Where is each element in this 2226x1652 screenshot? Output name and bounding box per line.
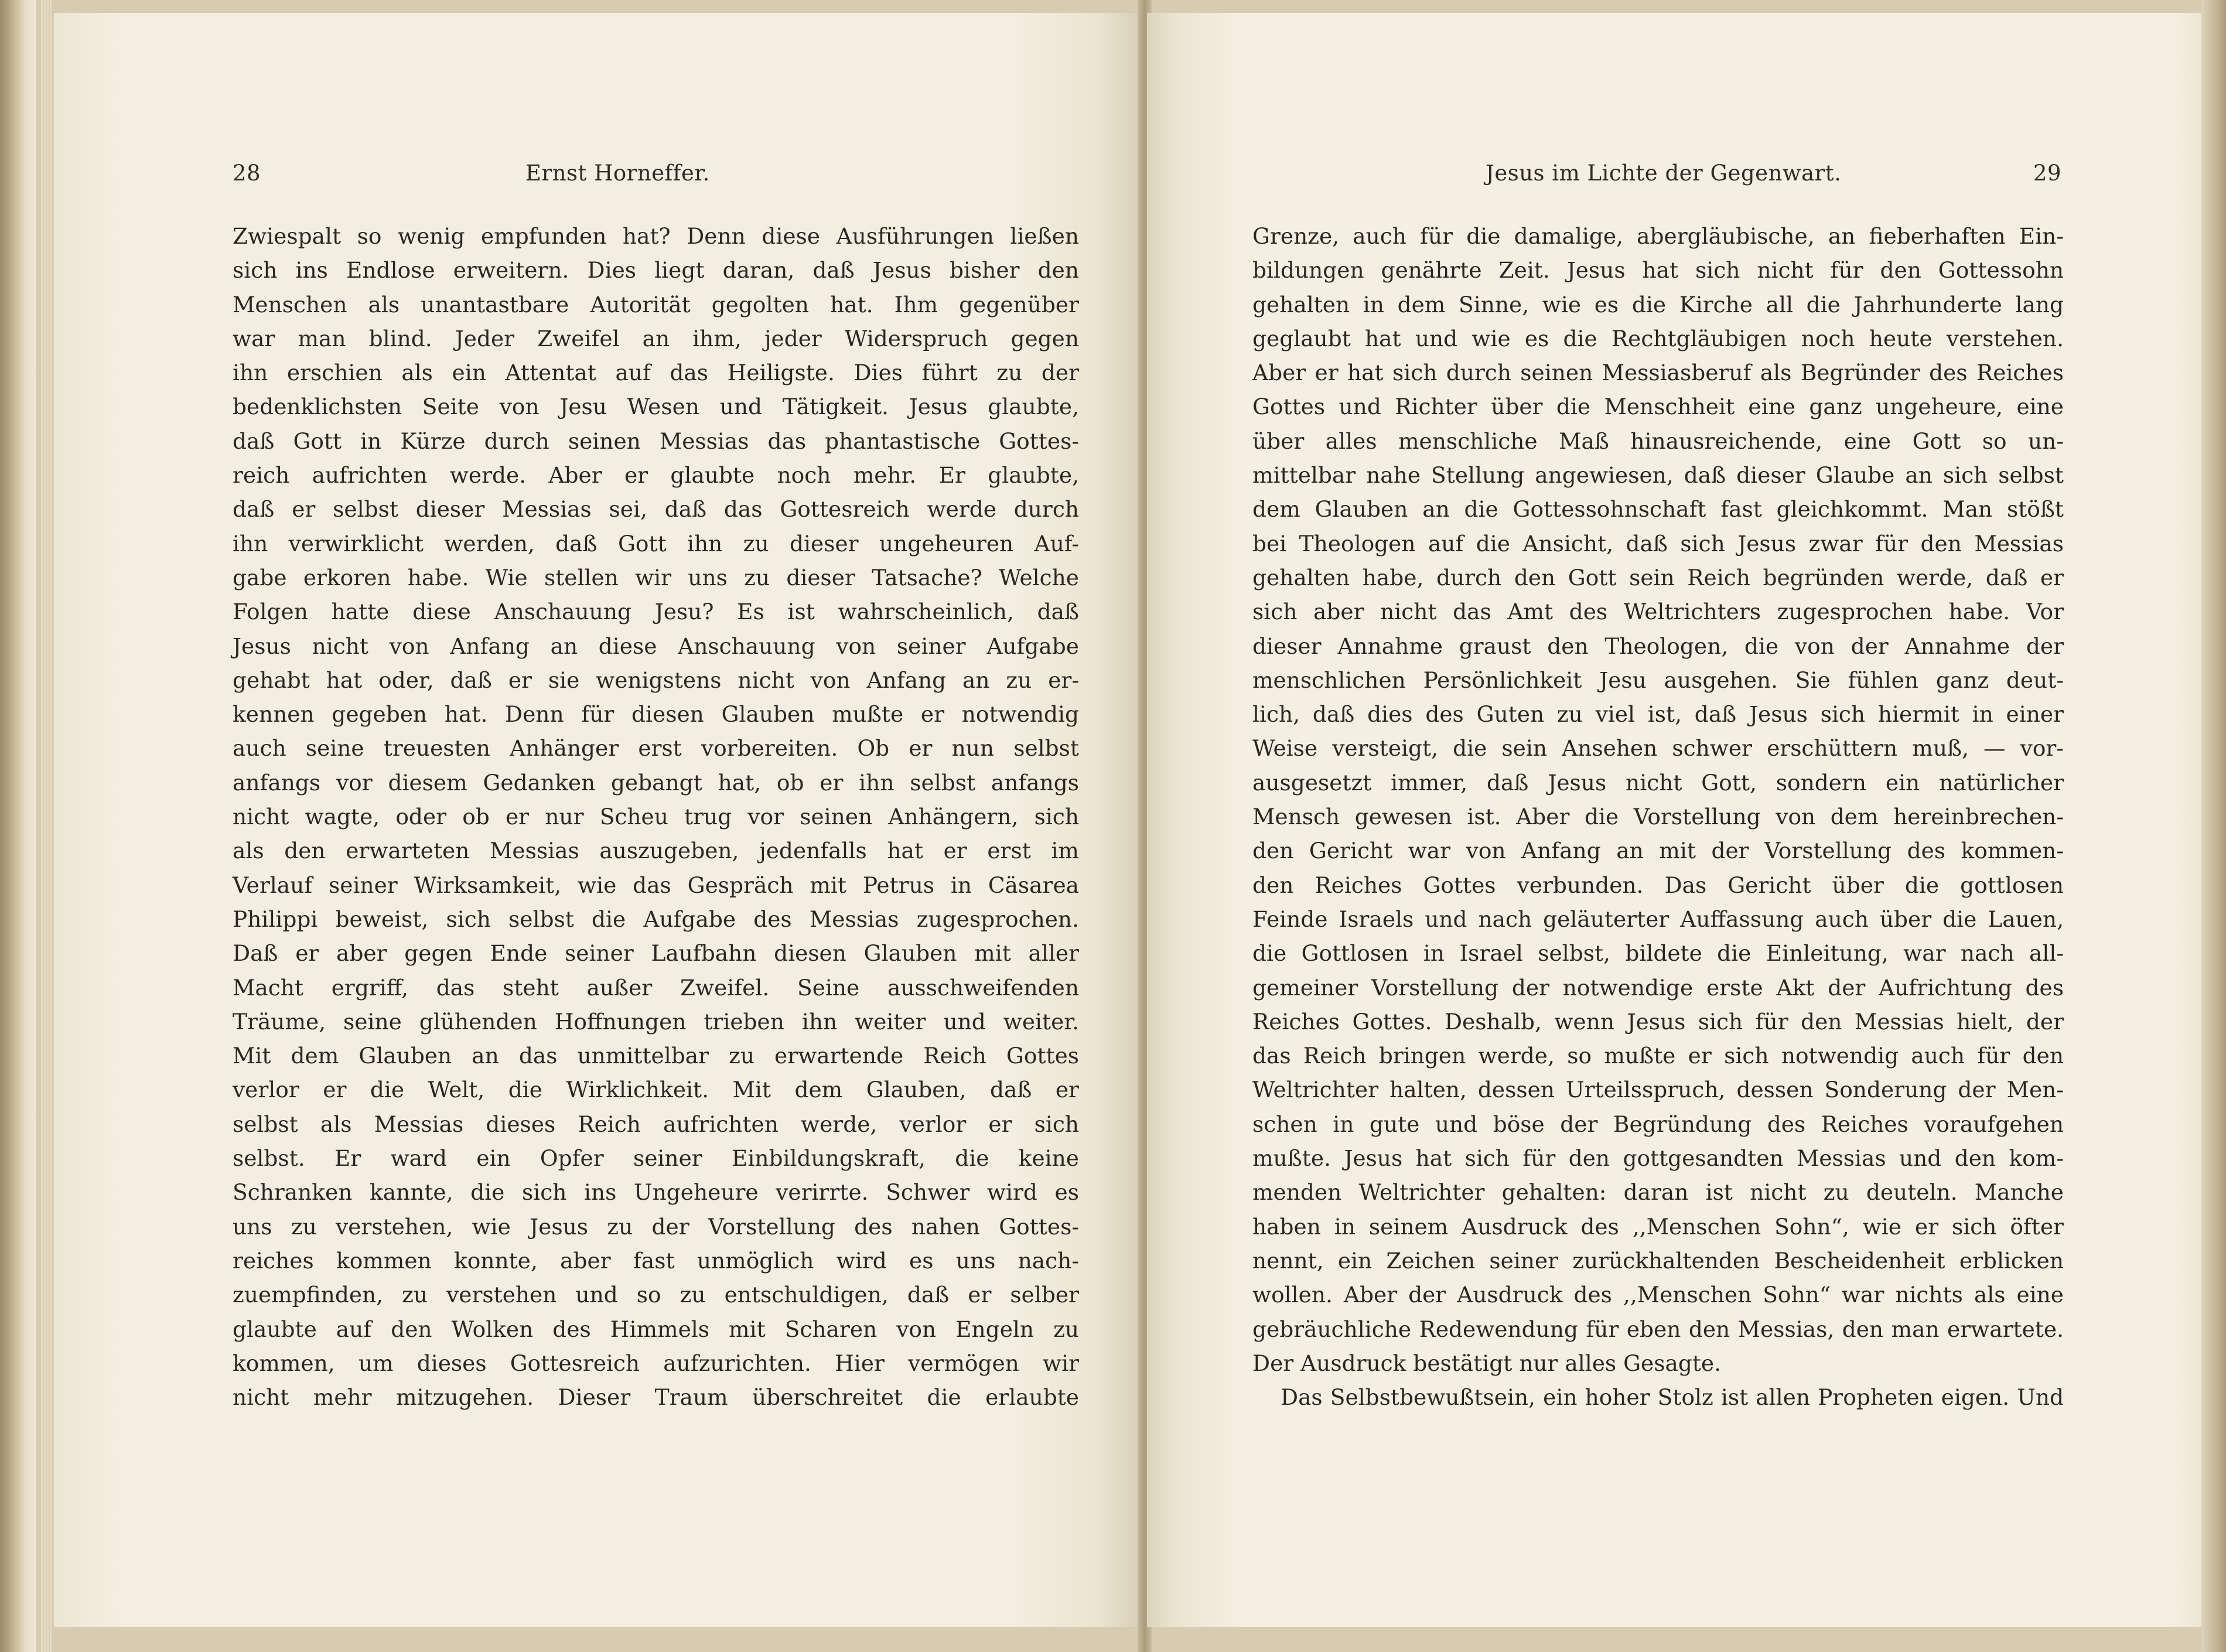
text-line: gehalten habe, durch den Gott sein Reich begründen werde, daß er — [1252, 564, 2064, 591]
text-line: Feinde Israels und nach geläuterter Auffassung auch über die Lauen, — [1252, 906, 2064, 932]
text-line: Reiches Gottes. Deshalb, wenn Jesus sich für den Messias hielt, der — [1252, 1008, 2064, 1035]
text-line: den Gericht war von Anfang an mit der Vorstellung des kommen- — [1252, 838, 2064, 864]
text-line: menschlichen Persönlichkeit Jesu ausgehen. Sie fühlen ganz deut- — [1252, 667, 2064, 693]
text-line: Menschen als unantastbare Autorität gegolten hat. Ihm gegenüber — [233, 291, 1079, 318]
text-line: geglaubt hat und wie es die Rechtgläubigen noch heute verstehen. — [1252, 325, 2064, 351]
text-line: Das Selbstbewußtsein, ein hoher Stolz ist allen Propheten eigen. Und — [1281, 1384, 2064, 1411]
text-line: bei Theologen auf die Ansicht, daß sich Jesus zwar für den Messias — [1252, 530, 2064, 557]
text-line: Der Ausdruck bestätigt nur alles Gesagte. — [1252, 1350, 1722, 1376]
text-line: lich, daß dies des Guten zu viel ist, daß Jesus sich hiermit in einer — [1252, 701, 2064, 728]
text-line: Jesus nicht von Anfang an diese Anschauung von seiner Aufgabe — [233, 633, 1079, 659]
text-line: Weise versteigt, die sein Ansehen schwer erschüttern muß, — vor- — [1252, 735, 2064, 762]
text-line: verlor er die Welt, die Wirklichkeit. Mit dem Glauben, daß er — [233, 1077, 1079, 1103]
text-line: das Reich bringen werde, so mußte er sich notwendig auch für den — [1252, 1043, 2064, 1069]
page-number-right: 29 — [2033, 161, 2062, 186]
text-line: selbst. Er ward ein Opfer seiner Einbildungskraft, die keine — [233, 1145, 1079, 1172]
text-line: Mit dem Glauben an das unmittelbar zu erwartende Reich Gottes — [233, 1043, 1079, 1069]
text-line: als den erwarteten Messias auszugeben, jedenfalls hat er erst im — [233, 838, 1079, 864]
text-line: wollen. Aber der Ausdruck des ,,Menschen Sohn“ war nichts als eine — [1252, 1282, 2064, 1308]
text-line: kommen, um dieses Gottesreich aufzurichten. Hier vermögen wir — [233, 1350, 1079, 1376]
text-line: die Gottlosen in Israel selbst, bildete die Einleitung, war nach all- — [1252, 940, 2064, 967]
text-line: Gottes und Richter über die Menschheit eine ganz ungeheure, eine — [1252, 394, 2064, 420]
left-page — [54, 13, 1141, 1627]
text-line: Macht ergriff, das steht außer Zweifel. Seine ausschweifenden — [233, 974, 1079, 1001]
text-line: gebräuchliche Redewendung für eben den Messias, den man erwartete. — [1252, 1316, 2064, 1342]
text-line: gehalten in dem Sinne, wie es die Kirche all die Jahrhunderte lang — [1252, 291, 2064, 318]
text-line: Philippi beweist, sich selbst die Aufgabe des Messias zugesprochen. — [233, 906, 1079, 932]
text-line: schen in gute und böse der Begründung des Reiches voraufgehen — [1252, 1111, 2064, 1137]
text-line: Träume, seine glühenden Hoffnungen trieben ihn weiter und weiter. — [233, 1008, 1079, 1035]
text-line: Verlauf seiner Wirksamkeit, wie das Gespräch mit Petrus in Cäsarea — [233, 872, 1079, 898]
left-page-body — [233, 219, 1079, 1414]
text-line: nicht mehr mitzugehen. Dieser Traum überschreitet die erlaubte — [233, 1384, 1079, 1411]
running-head-left: Ernst Horneffer. — [525, 161, 710, 186]
text-line: gehabt hat oder, daß er sie wenigstens nicht von Anfang an zu er- — [233, 667, 1079, 693]
text-line: dem Glauben an die Gottessohnschaft fast gleichkommt. Man stößt — [1252, 496, 2064, 523]
text-line: glaubte auf den Wolken des Himmels mit Scharen von Engeln zu — [233, 1316, 1079, 1342]
text-line: Mensch gewesen ist. Aber die Vorstellung von dem hereinbrechen- — [1252, 804, 2064, 830]
text-line: haben in seinem Ausdruck des ,,Menschen Sohn“, wie er sich öfter — [1252, 1213, 2064, 1240]
right-page — [1147, 13, 2201, 1627]
text-line: sich aber nicht das Amt des Weltrichters zugesprochen habe. Vor — [1252, 599, 2064, 625]
text-line: nicht wagte, oder ob er nur Scheu trug vor seinen Anhängern, sich — [233, 804, 1079, 830]
running-head-right: Jesus im Lichte der Gegenwart. — [1486, 161, 1842, 186]
text-line: Zwiespalt so wenig empfunden hat? Denn diese Ausführungen ließen — [233, 223, 1079, 249]
text-line: Aber er hat sich durch seinen Messiasberuf als Begründer des Reiches — [1252, 360, 2064, 386]
text-line: auch seine treuesten Anhänger erst vorbereiten. Ob er nun selbst — [233, 735, 1079, 762]
text-line: reich aufrichten werde. Aber er glaubte noch mehr. Er glaubte, — [233, 462, 1079, 489]
text-line: menden Weltrichter gehalten: daran ist nicht zu deuteln. Manche — [1252, 1179, 2064, 1206]
text-line: ihn erschien als ein Attentat auf das Heiligste. Dies führt zu der — [233, 360, 1079, 386]
text-line: Grenze, auch für die damalige, abergläubische, an fieberhaften Ein- — [1252, 223, 2064, 249]
text-line: war man blind. Jeder Zweifel an ihm, jeder Widerspruch gegen — [233, 325, 1079, 351]
book-cover-edge-right — [2201, 0, 2226, 1652]
text-line: bildungen genährte Zeit. Jesus hat sich nicht für den Gottessohn — [1252, 257, 2064, 284]
text-line: den Reiches Gottes verbunden. Das Gericht über die gottlosen — [1252, 872, 2064, 898]
text-line: ausgesetzt immer, daß Jesus nicht Gott, sondern ein natürlicher — [1252, 769, 2064, 796]
page-number-left: 28 — [233, 161, 261, 186]
text-line: daß Gott in Kürze durch seinen Messias das phantastische Gottes- — [233, 428, 1079, 454]
text-line: Folgen hatte diese Anschauung Jesu? Es ist wahrscheinlich, daß — [233, 599, 1079, 625]
text-line: reiches kommen konnte, aber fast unmöglich wird es uns nach- — [233, 1247, 1079, 1274]
text-line: nennt, ein Zeichen seiner zurückhaltenden Bescheidenheit erblicken — [1252, 1247, 2064, 1274]
text-line: zuempfinden, zu verstehen und so zu entschuldigen, daß er selber — [233, 1282, 1079, 1308]
text-line: uns zu verstehen, wie Jesus zu der Vorstellung des nahen Gottes- — [233, 1213, 1079, 1240]
text-line: ihn verwirklicht werden, daß Gott ihn zu dieser ungeheuren Auf- — [233, 530, 1079, 557]
text-line: anfangs vor diesem Gedanken gebangt hat, ob er ihn selbst anfangs — [233, 769, 1079, 796]
text-line: bedenklichsten Seite von Jesu Wesen und Tätigkeit. Jesus glaubte, — [233, 394, 1079, 420]
text-line: gemeiner Vorstellung der notwendige erste Akt der Aufrichtung des — [1252, 974, 2064, 1001]
text-line: daß er selbst dieser Messias sei, daß das Gottesreich werde durch — [233, 496, 1079, 523]
text-line: dieser Annahme graust den Theologen, die von der Annahme der — [1252, 633, 2064, 659]
text-line: selbst als Messias dieses Reich aufrichten werde, verlor er sich — [233, 1111, 1079, 1137]
text-line: mußte. Jesus hat sich für den gottgesandten Messias und den kom- — [1252, 1145, 2064, 1172]
text-line: mittelbar nahe Stellung angewiesen, daß dieser Glaube an sich selbst — [1252, 462, 2064, 489]
text-line: über alles menschliche Maß hinausreichende, eine Gott so un- — [1252, 428, 2064, 454]
text-line: Weltrichter halten, dessen Urteilsspruch, dessen Sonderung der Men- — [1252, 1077, 2064, 1103]
right-page-body — [1252, 219, 2064, 1414]
book-cover-edge-left — [0, 0, 36, 1652]
text-line: Daß er aber gegen Ende seiner Laufbahn diesen Glauben mit aller — [233, 940, 1079, 967]
text-line: sich ins Endlose erweitern. Dies liegt daran, daß Jesus bisher den — [233, 257, 1079, 284]
text-line: Schranken kannte, die sich ins Ungeheure verirrte. Schwer wird es — [233, 1179, 1079, 1206]
text-line: kennen gegeben hat. Denn für diesen Glauben mußte er notwendig — [233, 701, 1079, 728]
text-line: gabe erkoren habe. Wie stellen wir uns zu dieser Tatsache? Welche — [233, 564, 1079, 591]
